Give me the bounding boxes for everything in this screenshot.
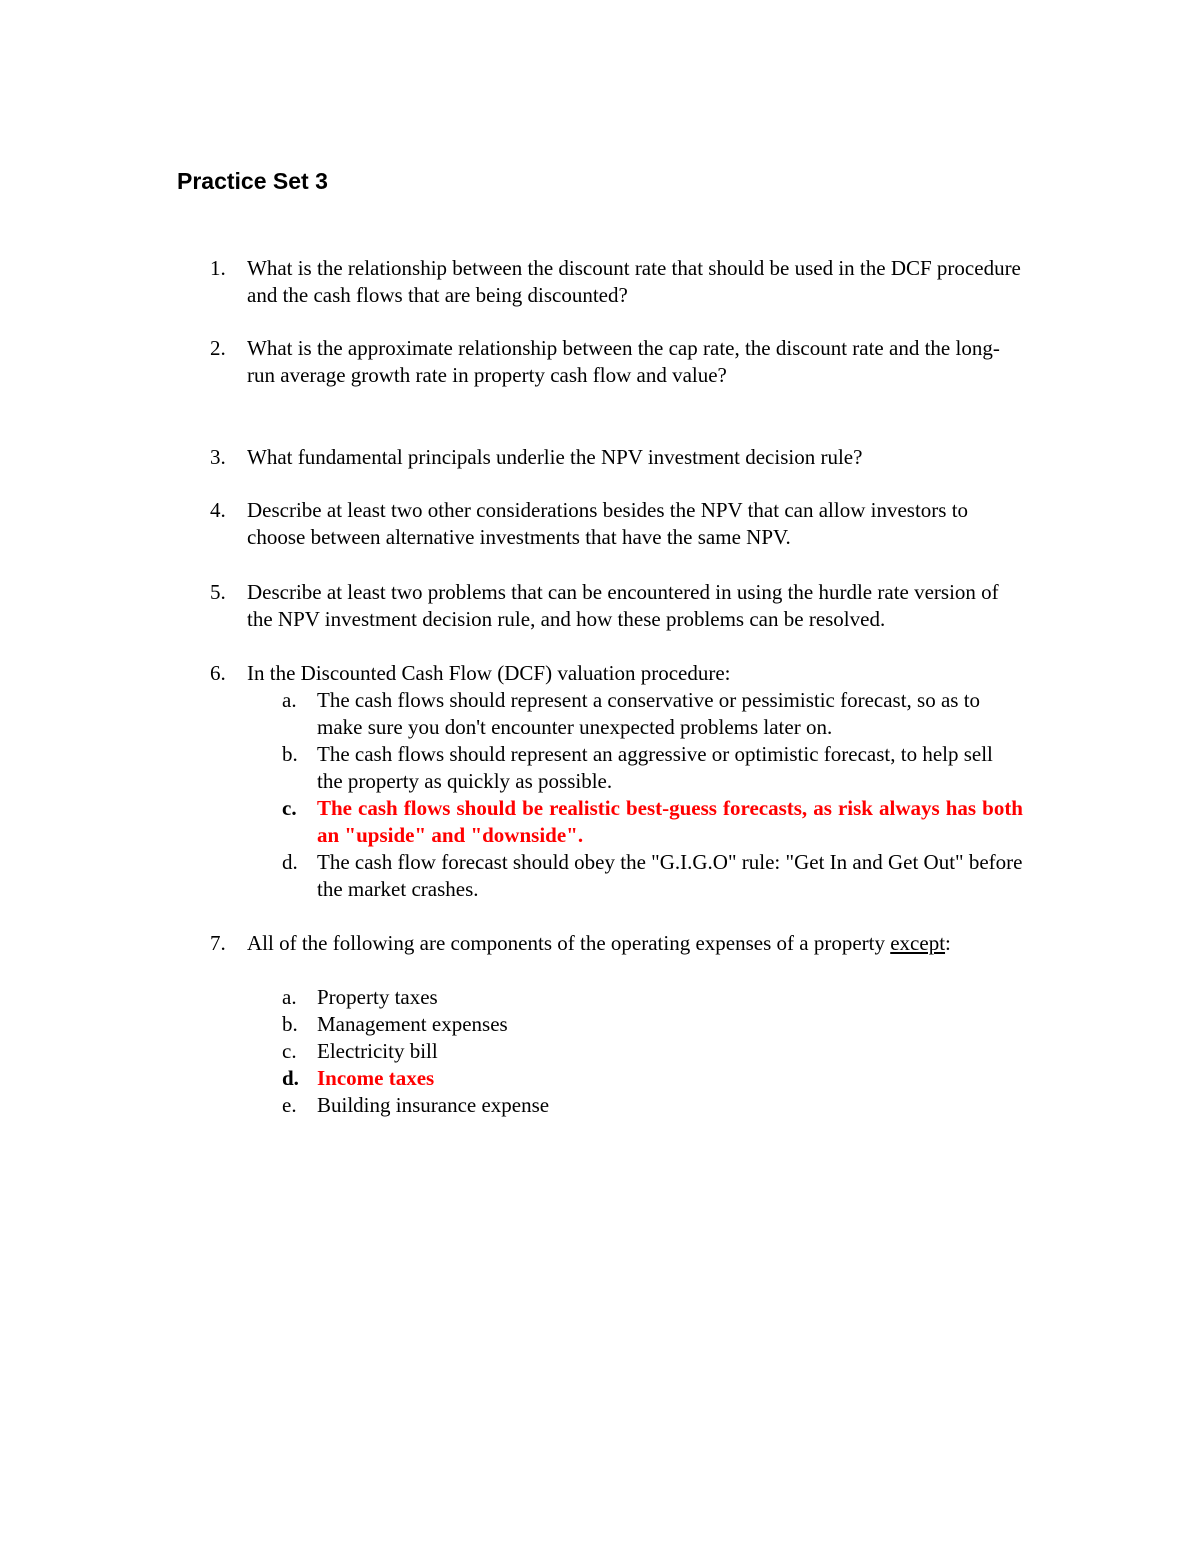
option-letter: c. xyxy=(282,1039,297,1063)
question-number: 2. xyxy=(210,336,226,360)
option-text: The cash flows should represent a conservative or pessimistic forecast, so as to make sure you don't encounter unexpected problems later on. xyxy=(317,688,981,739)
question-text: What is the relationship between the discount rate that should be used in the DCF procedure and the cash flows that are being discounted? xyxy=(247,256,1021,307)
question-number: 4. xyxy=(210,498,226,522)
correct-answer-text: Income taxes xyxy=(317,1066,435,1090)
option-text: Electricity bill xyxy=(317,1039,438,1063)
question-text: In the Discounted Cash Flow (DCF) valuation procedure: xyxy=(247,661,731,685)
question-text: What fundamental principals underlie the NPV investment decision rule? xyxy=(247,445,863,469)
question-text: Describe at least two other considerations besides the NPV that can allow investors to choose between alternative investments that have the same NPV. xyxy=(247,498,969,549)
option-letter: d. xyxy=(282,1066,299,1090)
question-number: 6. xyxy=(210,661,226,685)
option-text: The cash flows should represent an aggressive or optimistic forecast, to help sell the property as quickly as possible. xyxy=(317,742,993,793)
option-letter: d. xyxy=(282,850,298,874)
document-title: Practice Set 3 xyxy=(177,168,328,194)
option-letter: a. xyxy=(282,985,297,1009)
question-text: Describe at least two problems that can be encountered in using the hurdle rate version of the NPV investment decision rule, and how these problems can be resolved. xyxy=(247,580,999,631)
option-text: The cash flow forecast should obey the "G.I.G.O" rule: "Get In and Get Out" before the market crashes. xyxy=(317,850,1023,901)
question-text-underlined: except xyxy=(890,931,946,955)
question-text-punctuation: : xyxy=(945,931,951,955)
question-number: 3. xyxy=(210,445,226,469)
question-number: 1. xyxy=(210,256,226,280)
question-text: What is the approximate relationship between the cap rate, the discount rate and the long-run average growth rate in property cash flow and value? xyxy=(247,336,1000,387)
option-text: Management expenses xyxy=(317,1012,508,1036)
option-text: Building insurance expense xyxy=(317,1093,550,1117)
question-text-main: All of the following are components of the operating expenses of a property xyxy=(247,931,885,955)
option-letter: c. xyxy=(282,796,297,820)
option-letter: b. xyxy=(282,742,298,766)
option-letter: b. xyxy=(282,1012,298,1036)
option-letter: a. xyxy=(282,688,297,712)
option-text: Property taxes xyxy=(317,985,438,1009)
option-letter: e. xyxy=(282,1093,297,1117)
question-number: 5. xyxy=(210,580,226,604)
question-number: 7. xyxy=(210,931,226,955)
question-text xyxy=(247,930,1023,957)
correct-answer-text: The cash flows should be realistic best-guess forecasts, as risk always has both an "upside" and "downside". xyxy=(317,796,1023,847)
